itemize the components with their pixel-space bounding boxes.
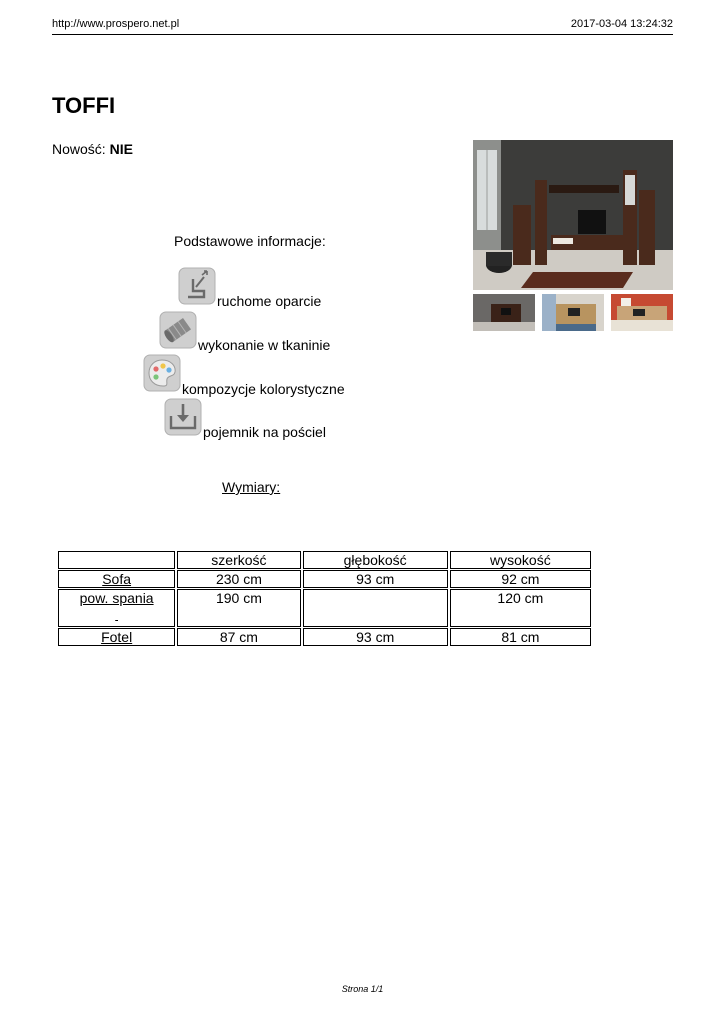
recliner-seat-icon (178, 267, 216, 305)
new-status (52, 141, 133, 157)
page-header (52, 18, 673, 35)
table-header-row (58, 551, 591, 569)
fabric-roll-icon (159, 311, 197, 349)
row-name-cell (58, 589, 175, 627)
row-name-label: pow. spania (79, 590, 154, 606)
table-header-cell: szerkość (177, 551, 300, 569)
table-cell: 87 cm (177, 628, 300, 646)
table-cell: 230 cm (177, 570, 300, 588)
row-name-cell: Sofa (58, 570, 175, 588)
table-cell: 93 cm (303, 570, 448, 588)
product-title: TOFFI (52, 93, 116, 118)
storage-container-icon (164, 398, 202, 436)
header-url[interactable]: http://www.prospero.net.pl (52, 18, 180, 30)
dimensions-heading: Wymiary: (222, 479, 281, 495)
table-cell: 120 cm (450, 589, 591, 627)
page-number: Strona 1/1 (341, 984, 384, 994)
table-cell: 190 cm (177, 589, 300, 627)
table-header-cell: wysokość (450, 551, 591, 569)
color-palette-icon (143, 354, 181, 392)
table-row (58, 589, 591, 627)
table-cell (303, 589, 448, 627)
row-name-underscore (115, 611, 118, 622)
feature-label: ruchome oparcie (217, 293, 322, 309)
table-cell: 92 cm (450, 570, 591, 588)
table-row (58, 570, 591, 588)
table-row (58, 628, 591, 646)
feature-label: wykonanie w tkaninie (198, 337, 331, 353)
basic-info-heading: Podstawowe informacje: (174, 233, 326, 249)
dimensions-table (56, 550, 593, 647)
feature-label: pojemnik na pościel (203, 424, 326, 440)
table-cell: 81 cm (450, 628, 591, 646)
table-header-cell: głębokość (303, 551, 448, 569)
feature-label: kompozycje kolorystyczne (182, 381, 345, 397)
header-timestamp: 2017-03-04 13:24:32 (570, 18, 673, 30)
product-thumbnail-1[interactable] (473, 294, 535, 331)
product-thumbnail-2[interactable] (542, 294, 604, 331)
row-name-cell: Fotel (58, 628, 175, 646)
table-cell: 93 cm (303, 628, 448, 646)
table-header-cell (58, 551, 175, 569)
new-value: NIE (109, 141, 133, 157)
product-thumbnail-3[interactable] (611, 294, 673, 331)
product-photo-main[interactable] (473, 140, 673, 290)
new-label: Nowość: (52, 141, 106, 157)
